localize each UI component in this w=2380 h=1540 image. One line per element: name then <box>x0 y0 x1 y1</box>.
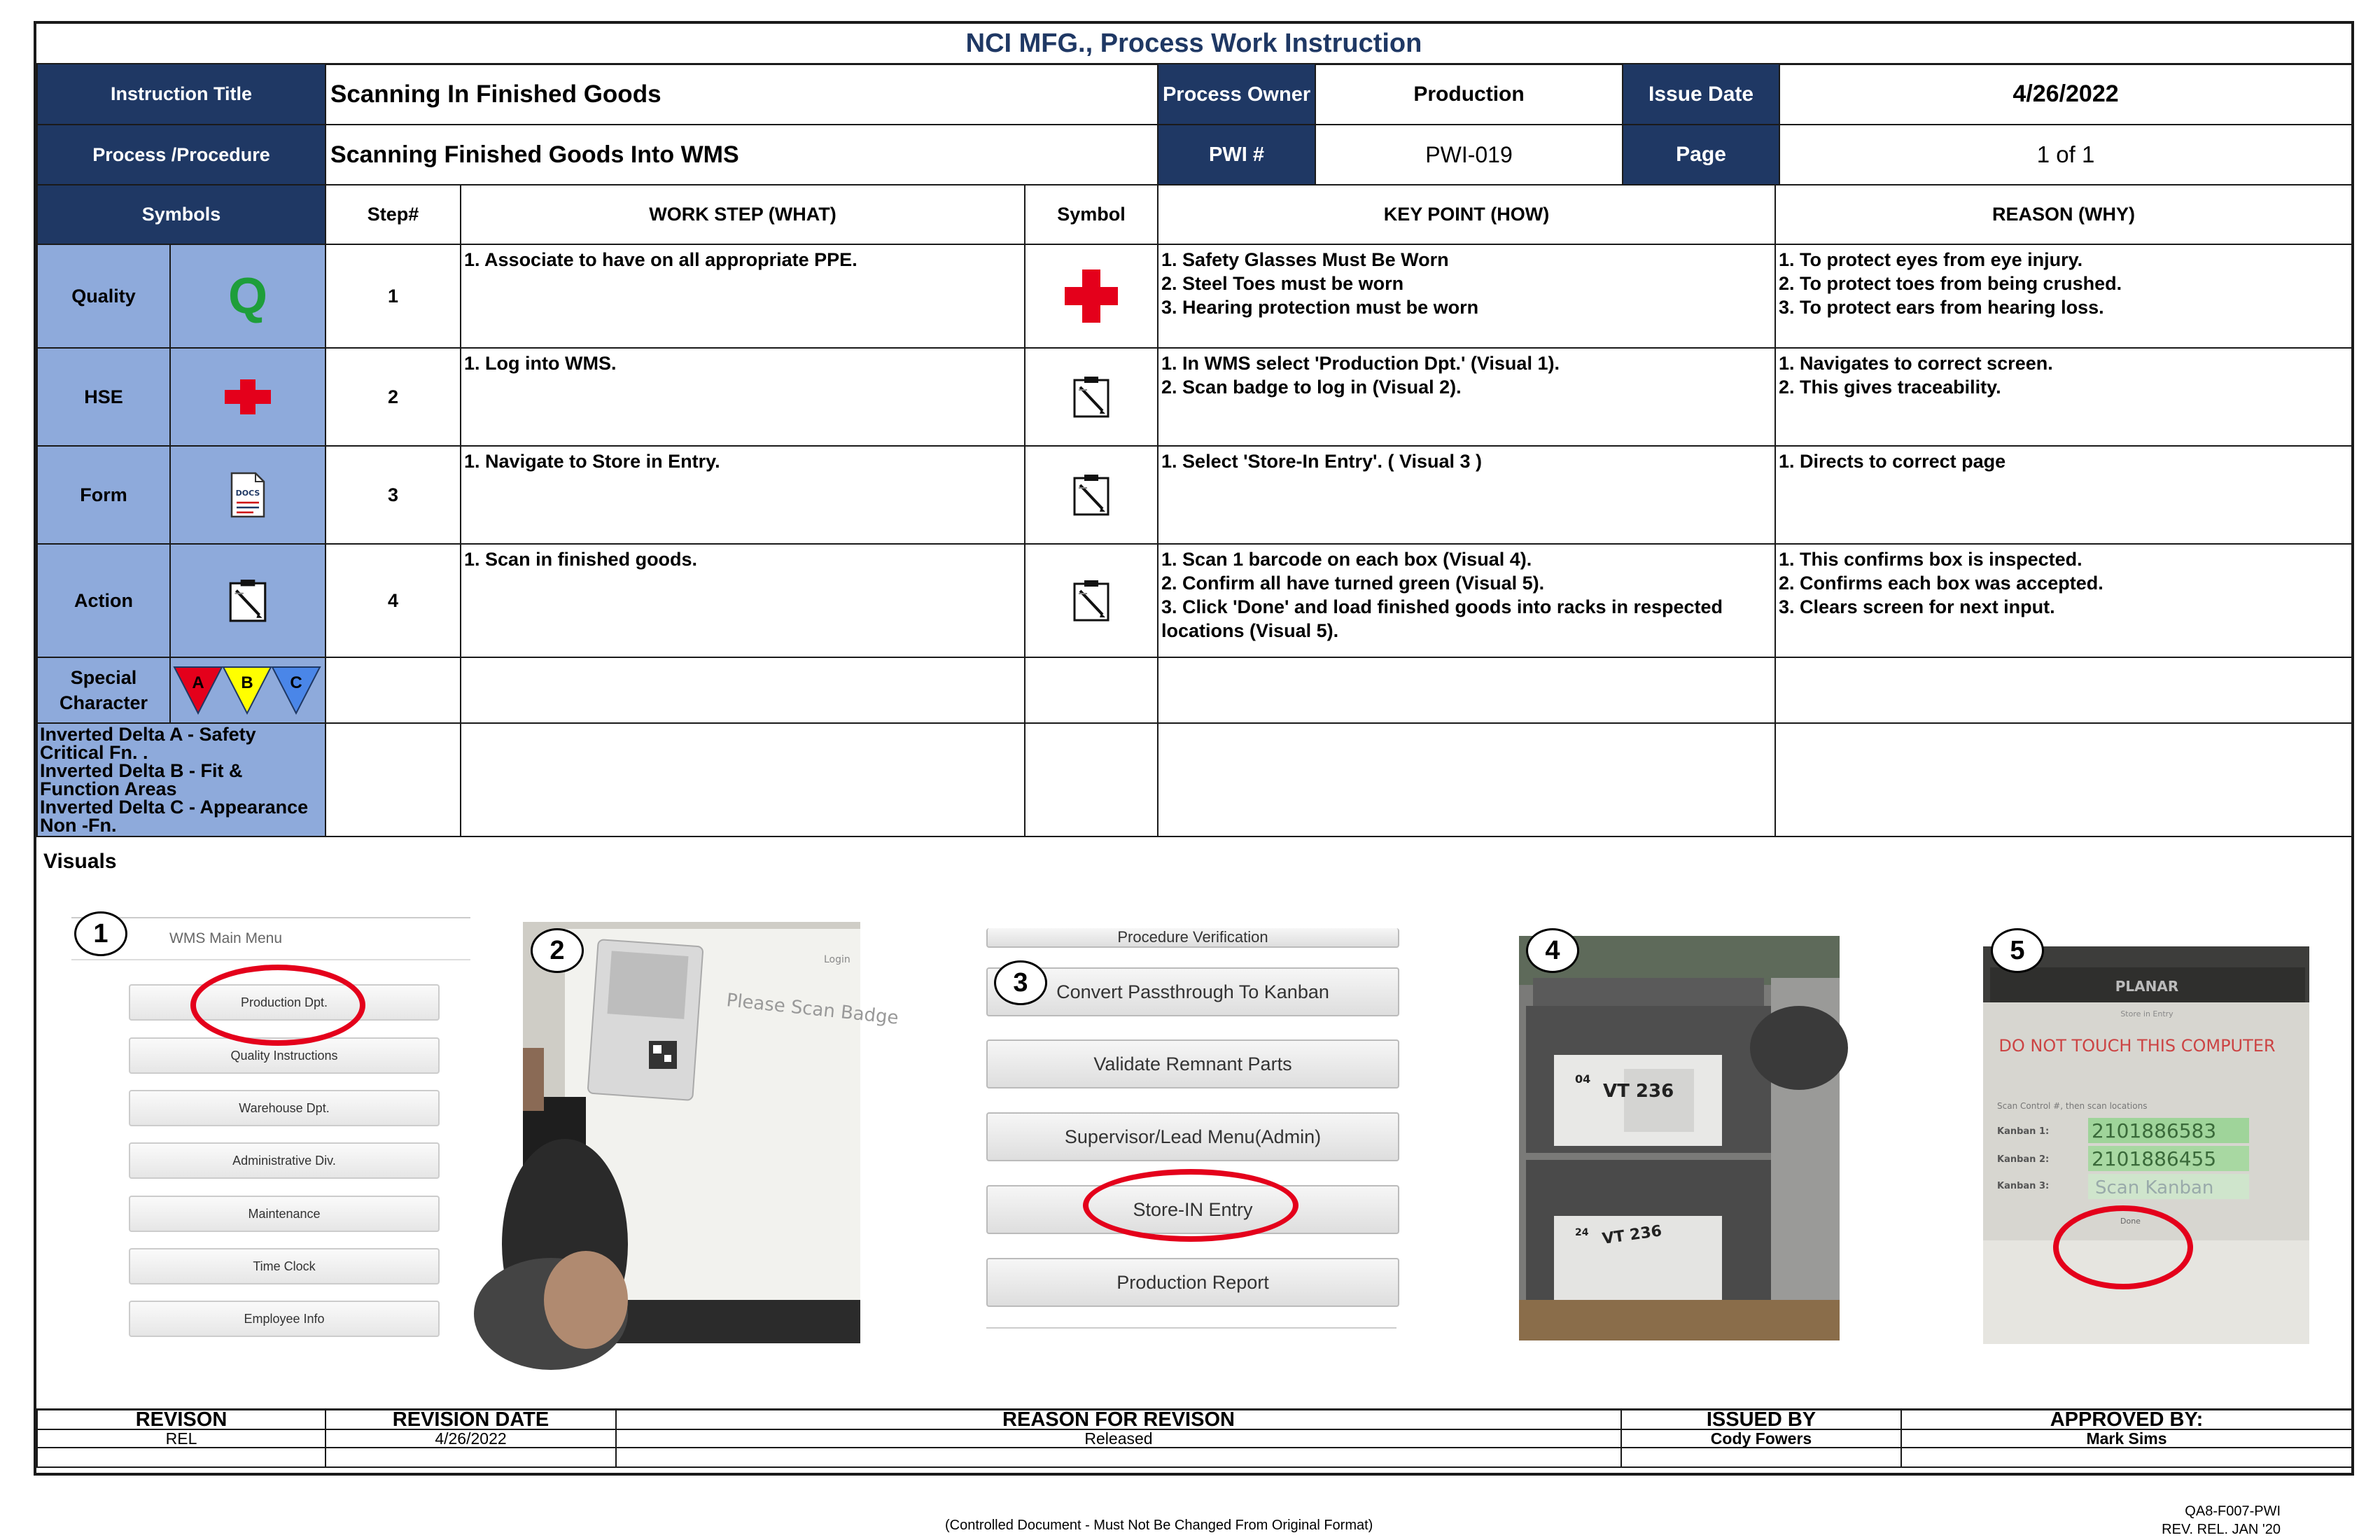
menu-button-warehouse[interactable]: Warehouse Dpt. <box>129 1090 440 1126</box>
svg-text:B: B <box>241 673 253 692</box>
menu-button-convert[interactable]: Convert Passthrough To Kanban <box>986 967 1399 1016</box>
issue-date-label: Issue Date <box>1623 64 1780 124</box>
delta-legend-notes: Inverted Delta A - Safety Critical Fn. . Inverted Delta B - Fit & Function Areas Inverted Delta C - Appearance Non -Fn. <box>37 723 326 836</box>
process-owner-label: Process Owner <box>1158 64 1316 124</box>
approved-by-header: APPROVED BY: <box>1901 1410 2352 1430</box>
legend-action-label: Action <box>37 544 170 657</box>
svg-text:C: C <box>290 673 302 692</box>
visual-number-badge: 1 <box>74 911 127 956</box>
reason-value: Released <box>616 1429 1621 1448</box>
clipboard-icon <box>1026 374 1157 419</box>
revision-date-header: REVISION DATE <box>326 1410 616 1430</box>
svg-text:VT 236: VT 236 <box>1603 1081 1674 1102</box>
menu-button-validate[interactable]: Validate Remnant Parts <box>986 1040 1399 1088</box>
reason-text: 1. To protect eyes from eye injury. 2. To protect toes from being crushed. 3. To protect ears from hearing loss. <box>1775 244 2352 348</box>
revision-date-value: 4/26/2022 <box>326 1429 616 1448</box>
step-header: Step# <box>326 185 461 244</box>
visual-5-store-in-screen-photo <box>1983 946 2309 1344</box>
highlight-circle <box>190 965 365 1046</box>
svg-text:DOCS: DOCS <box>235 489 260 498</box>
menu-button-maintenance[interactable]: Maintenance <box>129 1196 440 1232</box>
menu-button-administrative[interactable]: Administrative Div. <box>129 1142 440 1179</box>
revision-table <box>36 1408 2353 1468</box>
menu-button-store-in-entry[interactable]: Store-IN Entry <box>986 1185 1399 1234</box>
pwi-value: PWI-019 <box>1316 125 1623 184</box>
page-label: Page <box>1623 125 1780 184</box>
svg-text:Done: Done <box>2120 1217 2141 1226</box>
procedure-label: Process /Procedure <box>37 125 326 185</box>
approved-by-value: Mark Sims <box>1901 1429 2352 1448</box>
visual-4-boxes-photo <box>1519 936 1840 1340</box>
special-character-deltas <box>171 664 325 716</box>
pwi-label: PWI # <box>1158 125 1316 184</box>
document-title: NCI MFG., Process Work Instruction <box>36 24 2351 65</box>
svg-text:A: A <box>192 673 204 692</box>
revision-value: REL <box>37 1429 326 1448</box>
visual-1-wms-menu <box>71 917 470 1344</box>
svg-text:Kanban 2:: Kanban 2: <box>1997 1154 2050 1165</box>
process-owner-value: Production <box>1316 64 1623 124</box>
menu-divider <box>986 1327 1396 1333</box>
legend-quality-label: Quality <box>37 244 170 348</box>
svg-text:Store in Entry: Store in Entry <box>2120 1009 2174 1018</box>
red-cross-icon <box>1026 267 1157 326</box>
clipboard-icon <box>1026 578 1157 623</box>
work-step-text: 1. Associate to have on all appropriate PPE. <box>461 244 1025 348</box>
svg-text:VT 236: VT 236 <box>1601 1222 1663 1248</box>
svg-text:Kanban 1:: Kanban 1: <box>1997 1126 2050 1137</box>
form-code: QA8-F007-PWI REV. REL. JAN '20 <box>2162 1504 2281 1537</box>
svg-text:DO NOT TOUCH THIS COMPUTER: DO NOT TOUCH THIS COMPUTER <box>1998 1036 2276 1056</box>
table-row <box>37 657 2352 723</box>
svg-text:PLANAR: PLANAR <box>2115 978 2179 995</box>
work-step-text: 1. Navigate to Store in Entry. <box>461 446 1025 544</box>
reason-text: 1. This confirms box is inspected. 2. Confirms each box was accepted. 3. Clears screen for next input. <box>1775 544 2352 657</box>
issued-by-header: ISSUED BY <box>1621 1410 1901 1430</box>
controlled-document-note: (Controlled Document - Must Not Be Changed From Original Format) <box>945 1518 1373 1533</box>
key-point-text: 1. Scan 1 barcode on each box (Visual 4). 2. Confirm all have turned green (Visual 5). 3. Click 'Done' and load finished goods into racks in respected locations (Visual 5). <box>1158 544 1775 657</box>
legend-hse-label: HSE <box>37 348 170 446</box>
work-step-header: WORK STEP (WHAT) <box>461 185 1025 244</box>
visual-number-badge: 2 <box>531 928 584 973</box>
work-step-text: 1. Scan in finished goods. <box>461 544 1025 657</box>
action-clipboard-icon <box>171 578 325 624</box>
table-row <box>37 348 2352 446</box>
document-form-icon <box>171 470 325 519</box>
step-number: 3 <box>326 446 461 544</box>
highlight-circle <box>1083 1169 1298 1242</box>
issue-date-value: 4/26/2022 <box>2012 80 2119 107</box>
menu-button-quality[interactable]: Quality Instructions <box>129 1037 440 1074</box>
visual-3-store-menu <box>986 928 1399 1340</box>
instruction-title-label: Instruction Title <box>37 64 326 125</box>
visual-2-badge-scan-photo <box>523 922 899 1343</box>
step-number: 1 <box>326 244 461 348</box>
reason-header: REASON (WHY) <box>1775 185 2352 244</box>
instruction-table <box>36 63 2353 837</box>
step-number: 4 <box>326 544 461 657</box>
revision-header: REVISON <box>37 1410 326 1430</box>
highlight-circle <box>2053 1205 2193 1289</box>
quality-q-icon: Q <box>228 268 268 324</box>
menu-button-employee-info[interactable]: Employee Info <box>129 1301 440 1337</box>
symbols-header: Symbols <box>37 185 326 244</box>
reason-text: 1. Navigates to correct screen. 2. This gives traceability. <box>1775 348 2352 446</box>
work-step-text: 1. Log into WMS. <box>461 348 1025 446</box>
svg-text:Please Scan Badge: Please Scan Badge <box>725 990 899 1029</box>
boxes-in-rack-photo <box>1519 936 1840 1340</box>
reason-for-revision-header: REASON FOR REVISON <box>616 1410 1621 1430</box>
svg-text:2101886583: 2101886583 <box>2092 1119 2217 1142</box>
clipboard-icon <box>1026 472 1157 517</box>
visual-number-badge: 4 <box>1526 928 1579 973</box>
instruction-title-value: Scanning In Finished Goods <box>326 64 1158 125</box>
key-point-text: 1. Select 'Store-In Entry'. ( Visual 3 ) <box>1158 446 1775 544</box>
svg-text:Kanban 3:: Kanban 3: <box>1997 1181 2050 1191</box>
table-row <box>37 723 2352 836</box>
svg-text:24: 24 <box>1575 1227 1589 1238</box>
legend-form-label: Form <box>37 446 170 544</box>
menu-button-production-report[interactable]: Production Report <box>986 1258 1399 1307</box>
wms-menu-title: WMS Main Menu <box>71 917 470 960</box>
table-row <box>37 244 2352 348</box>
table-row <box>37 544 2352 657</box>
svg-text:Login: Login <box>824 954 850 965</box>
svg-text:Scan Control #, then scan loca: Scan Control #, then scan locations <box>1997 1101 2148 1111</box>
visual-number-badge: 3 <box>994 960 1047 1005</box>
svg-text:Scan Kanban: Scan Kanban <box>2095 1177 2214 1198</box>
reason-text: 1. Directs to correct page <box>1775 446 2352 544</box>
procedure-value: Scanning Finished Goods Into WMS <box>326 125 1158 185</box>
svg-text:2101886455: 2101886455 <box>2092 1147 2217 1170</box>
page-value: 1 of 1 <box>2036 141 2095 167</box>
key-point-text: 1. Safety Glasses Must Be Worn 2. Steel Toes must be worn 3. Hearing protection must be worn <box>1158 244 1775 348</box>
key-point-text: 1. In WMS select 'Production Dpt.' (Visual 1). 2. Scan badge to log in (Visual 2). <box>1158 348 1775 446</box>
key-point-header: KEY POINT (HOW) <box>1158 185 1775 244</box>
menu-button-partial[interactable]: Procedure Verification <box>986 928 1399 948</box>
badge-scan-photo <box>523 922 899 1343</box>
visuals-label: Visuals <box>43 850 117 873</box>
table-row <box>37 446 2352 544</box>
symbol-header: Symbol <box>1025 185 1158 244</box>
step-number: 2 <box>326 348 461 446</box>
inverted-delta-icons <box>173 664 323 716</box>
menu-button-production[interactable]: Production Dpt. <box>129 984 440 1021</box>
menu-button-time-clock[interactable]: Time Clock <box>129 1248 440 1284</box>
hse-cross-icon <box>171 379 325 414</box>
svg-text:04: 04 <box>1575 1072 1591 1086</box>
legend-special-label: Special Character <box>37 657 170 723</box>
work-instruction-sheet <box>34 21 2354 1476</box>
issued-by-value: Cody Fowers <box>1621 1429 1901 1448</box>
visual-number-badge: 5 <box>1991 928 2044 973</box>
menu-button-supervisor[interactable]: Supervisor/Lead Menu(Admin) <box>986 1112 1399 1161</box>
